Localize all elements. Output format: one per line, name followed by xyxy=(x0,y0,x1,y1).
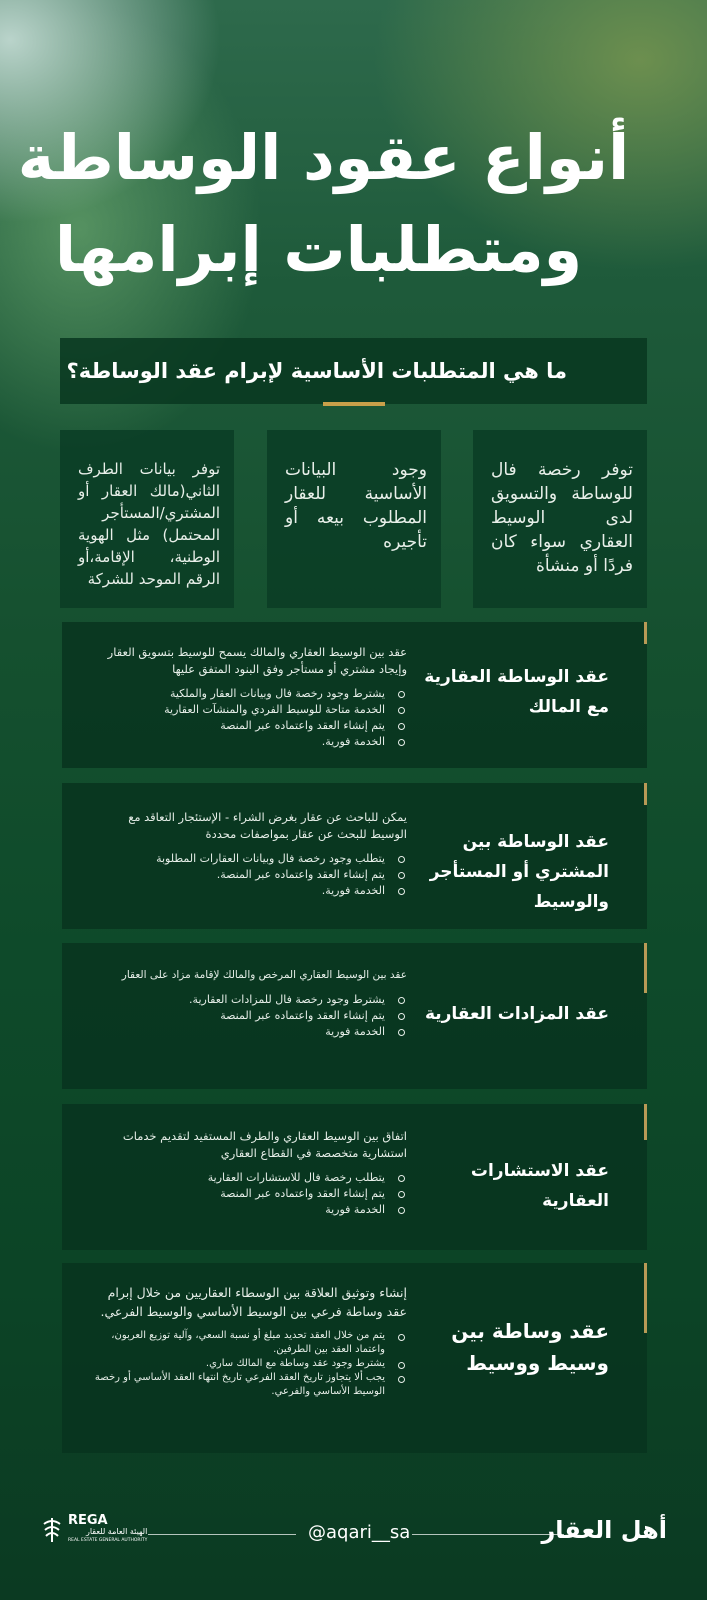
contract-title: عقد وساطة بين وسيط ووسيط xyxy=(451,1319,609,1375)
question-banner xyxy=(60,338,647,404)
list-item: يتم إنشاء العقد واعتماده عبر المنصة xyxy=(92,718,385,734)
requirement-card-2 xyxy=(267,430,441,608)
list-item: يتم إنشاء العقد واعتماده عبر المنصة xyxy=(92,1186,385,1202)
list-item: يجب ألا يتجاوز تاريخ العقد الفرعي تاريخ انتهاء العقد الأساسي أو رخصة الوسيط الأساسي والفرعي. xyxy=(92,1371,385,1399)
contract-title: عقد المزادات العقارية xyxy=(424,1004,609,1024)
question-text: ما هي المتطلبات الأساسية لإبرام عقد الوساطة؟ xyxy=(66,359,567,383)
contract-description xyxy=(92,809,407,899)
list-item: الخدمة فورية. xyxy=(92,734,385,750)
social-handle[interactable]: @aqari__sa xyxy=(308,1522,411,1543)
requirements-list xyxy=(92,851,407,899)
title-line-2: ومتطلبات إبرامها xyxy=(54,213,583,286)
description-text: اتفاق بين الوسيط العقاري والطرف المستفيد لتقديم خدمات استشارية متخصصة في القطاع العقاري xyxy=(122,1129,407,1160)
card-accent xyxy=(644,943,647,993)
requirement-card-1 xyxy=(473,430,647,608)
contract-title: عقد الوساطة العقارية مع المالك xyxy=(424,667,609,717)
requirements-list xyxy=(92,686,407,750)
list-item: يشترط وجود رخصة فال وبيانات العقار والملكية xyxy=(92,686,385,702)
card-accent xyxy=(644,622,647,644)
description-text: إنشاء وتوثيق العلاقة بين الوسطاء العقاريين من خلال إبرام عقد وساطة فرعي بين الوسيط الأساسي والوسيط الفرعي. xyxy=(100,1285,407,1319)
contract-card-buyer xyxy=(62,783,647,929)
contract-card-owner xyxy=(62,622,647,768)
requirement-text: توفر رخصة فال للوساطة والتسويق لدى الوسيط العقاري سواء كان فردًا أو منشأة xyxy=(491,460,633,576)
rega-arabic-name: الهيئة العامة للعقار xyxy=(85,1527,148,1536)
footer-divider-left xyxy=(148,1534,296,1535)
rega-logo xyxy=(40,1514,147,1545)
description-text: يمكن للباحث عن عقار بغرض الشراء - الإستئجار التعاقد مع الوسيط للبحث عن عقار بمواصفات محددة xyxy=(128,810,407,841)
contract-description xyxy=(92,1283,407,1399)
requirement-card-3 xyxy=(60,430,234,608)
rega-english-name: REAL ESTATE GENERAL AUTHORITY xyxy=(68,1538,148,1543)
card-accent xyxy=(644,1263,647,1333)
contract-card-consulting xyxy=(62,1104,647,1250)
list-item: يتم إنشاء العقد واعتماده عبر المنصة xyxy=(92,1008,385,1024)
contract-card-auctions xyxy=(62,943,647,1089)
rega-emblem-icon xyxy=(40,1516,64,1544)
gold-divider xyxy=(323,402,385,406)
brand-logo: أهل العقار xyxy=(541,1516,667,1544)
card-accent xyxy=(644,1104,647,1140)
contract-description xyxy=(92,967,407,1040)
footer xyxy=(0,1500,707,1570)
list-item: يتطلب وجود رخصة فال وبيانات العقارات المطلوبة xyxy=(92,851,385,867)
contract-description xyxy=(92,1128,407,1218)
contract-card-broker-to-broker xyxy=(62,1263,647,1453)
list-item: الخدمة فورية xyxy=(92,1202,385,1218)
contract-description xyxy=(92,644,407,750)
contract-title: عقد الوساطة بين المشتري أو المستأجر والوسيط xyxy=(429,832,609,912)
list-item: الخدمة فورية. xyxy=(92,883,385,899)
rega-name: REGA xyxy=(68,1513,108,1528)
title-line-1: أنواع عقود الوساطة xyxy=(17,121,630,194)
list-item: يشترط وجود رخصة فال للمزادات العقارية. xyxy=(92,992,385,1008)
requirement-text: وجود البيانات الأساسية للعقار المطلوب بيعه أو تأجيره xyxy=(285,460,427,552)
description-text: عقد بين الوسيط العقاري المرخص والمالك لإقامة مزاد على العقار xyxy=(121,969,407,981)
description-text: عقد بين الوسيط العقاري والمالك يسمح للوسيط بتسويق العقار وإيجاد مشتري أو مستأجر وفق البنود المتفق عليها xyxy=(107,645,407,676)
list-item: الخدمة فورية xyxy=(92,1024,385,1040)
list-item: الخدمة متاحة للوسيط الفردي والمنشآت العقارية xyxy=(92,702,385,718)
requirements-list xyxy=(92,1170,407,1218)
card-accent xyxy=(644,783,647,805)
list-item: يتم إنشاء العقد واعتماده عبر المنصة. xyxy=(92,867,385,883)
contract-title: عقد الاستشارات العقارية xyxy=(470,1161,609,1211)
list-item: يتطلب رخصة فال للاستشارات العقارية xyxy=(92,1170,385,1186)
requirement-text: توفر بيانات الطرف الثاني(مالك العقار أو المشتري/المستأجر المحتمل) مثل الهوية الوطنية، الإقامة،أو الرقم الموحد للشركة xyxy=(78,460,220,588)
list-item: يتم من خلال العقد تحديد مبلغ أو نسبة السعي، وآلية توزيع العربون، واعتماد العقد بين الطرفين. xyxy=(92,1329,385,1357)
requirements-list xyxy=(92,992,407,1040)
page-title xyxy=(0,112,707,296)
requirements-list xyxy=(92,1329,407,1399)
list-item: يشترط وجود عقد وساطة مع المالك ساري. xyxy=(92,1357,385,1371)
